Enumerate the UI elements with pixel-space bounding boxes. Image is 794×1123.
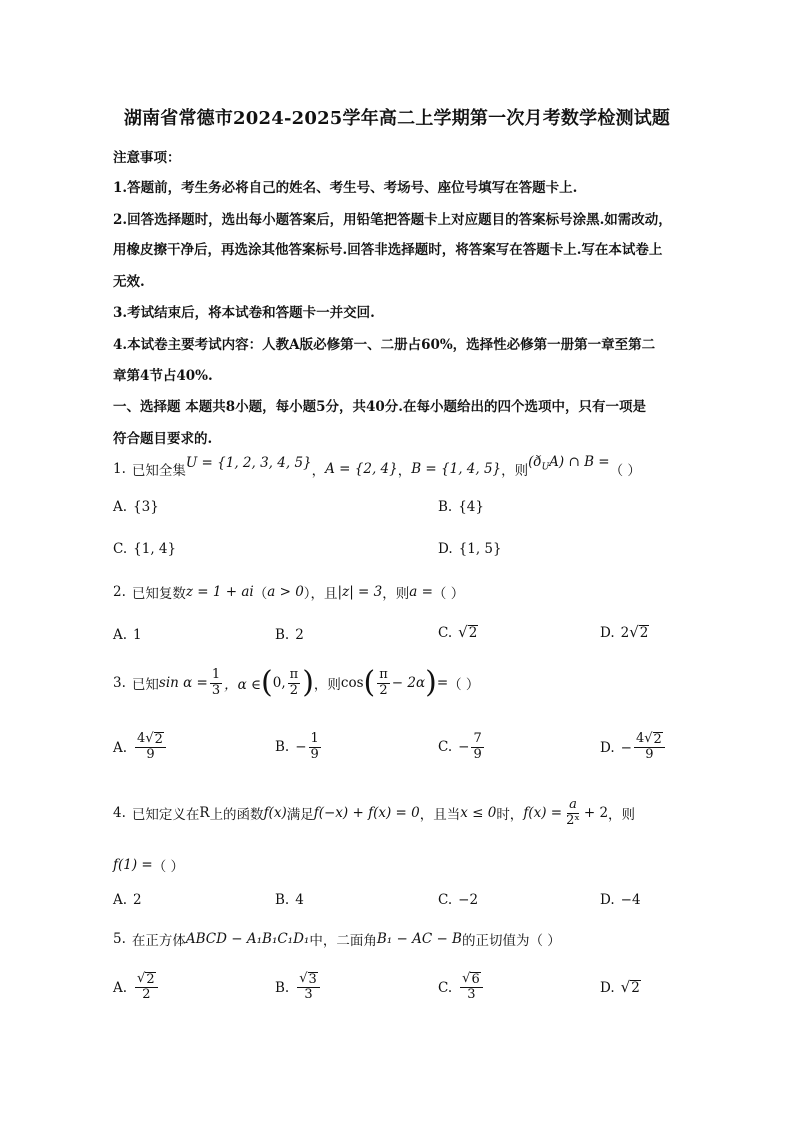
- answer-blank: （ ）: [609, 463, 641, 479]
- question-3: 3. 已知 sin α = $\frac{1}{3}$ ，α ∈ ( 0, $\frac{\pi}{2}$ ) ，则 cos ( $\frac{\pi}{2}$ − 2α ) = （ ）: [113, 665, 480, 701]
- question-text: 的正切值为: [461, 933, 530, 949]
- question-text: 时，: [496, 807, 524, 824]
- q3-option-a: A. 4 √ 2 9: [113, 732, 168, 763]
- expr: f(x) =: [523, 805, 563, 822]
- question-text: （: [253, 586, 268, 602]
- answer-blank: （ ）: [432, 586, 465, 602]
- question-number: 3.: [113, 675, 126, 692]
- expr: B₁ − AC − B: [376, 931, 462, 947]
- q2-option-a: A. 1: [113, 627, 142, 643]
- question-text: ，且当: [419, 807, 461, 824]
- q3-option-b: B. − $\frac{1}{9}$: [275, 731, 319, 762]
- question-text: 在正方体: [131, 933, 186, 949]
- q3-option-d: D. − 4 √ 2 9: [600, 732, 667, 763]
- notice-item-1: 1.答题前，考生务必将自己的姓名、考生号、考场号、座位号填写在答题卡上.: [113, 180, 578, 196]
- section-heading-cont: 符合题目要求的.: [113, 431, 213, 447]
- complement-expr: $(ð_UA)$ ∩ B =: [528, 453, 610, 473]
- notice-item-2-cont: 用橡皮擦干净后，再选涂其他答案标号.回答非选择题时，将答案写在答题卡上.写在本试卷上: [113, 242, 663, 258]
- notice-item-3: 3.考试结束后，将本试卷和答题卡一并交回.: [113, 305, 375, 321]
- expr: a =: [409, 584, 433, 600]
- question-text: 已知定义在: [131, 807, 200, 824]
- notice-item-4: 4.本试卷主要考试内容：人教A版必修第一、二册占60%，选择性必修第一册第一章至第二: [113, 337, 656, 353]
- q2-option-c: C. √ 2: [438, 623, 478, 642]
- q2-option-d: D. 2 √ 2: [600, 623, 649, 642]
- expr: f(x): [263, 805, 287, 822]
- question-text: ，则: [382, 586, 410, 602]
- page-title: 湖南省常德市2024-2025学年高二上学期第一次月考数学检测试题: [123, 108, 671, 129]
- q5-option-c: C. √ 6 3: [438, 972, 485, 1003]
- question-1: 1. 已知全集 U = {1, 2, 3, 4, 5} ， A = {2, 4} ， B = {1, 4, 5} ，则 $(ð_UA)$ ∩ B = （ ）: [113, 453, 641, 479]
- question-text: 满足: [286, 807, 314, 824]
- answer-blank: （ ）: [529, 933, 561, 949]
- q5-option-a: A. √ 2 2: [113, 972, 160, 1003]
- question-text: ，则: [501, 463, 529, 479]
- expr: cos: [340, 675, 364, 692]
- expr: ABCD − A₁B₁C₁D₁: [185, 931, 310, 947]
- question-text: ，则: [313, 677, 341, 694]
- question-text: 上的函数: [209, 807, 264, 824]
- expr: R: [199, 805, 210, 822]
- question-2: [113, 582, 464, 602]
- answer-blank: （ ）: [448, 677, 480, 694]
- question-text: 已知: [131, 677, 159, 694]
- q3-option-c: C. − $\frac{7}{9}$: [438, 731, 482, 762]
- set-b: B = {1, 4, 5}: [411, 461, 502, 477]
- expr: sin α =: [158, 675, 208, 692]
- expr: x ≤ 0: [460, 805, 497, 822]
- answer-blank: （ ）: [152, 859, 185, 875]
- notice-item-4-cont: 章第4节占40%.: [113, 368, 213, 384]
- question-number: 1.: [113, 461, 126, 477]
- question-text: 已知复数: [131, 586, 186, 602]
- question-number: 4.: [113, 805, 126, 822]
- set-a: A = {2, 4}: [325, 461, 398, 477]
- question-4-cont: [113, 855, 184, 875]
- question-number: 5.: [113, 931, 126, 947]
- notice-item-2-end: 无效.: [113, 274, 145, 290]
- q4-option-c: C. −2: [438, 892, 479, 908]
- question-text: ，则: [608, 807, 636, 824]
- expr: f(1) =: [113, 857, 153, 873]
- expr: ，α ∈: [224, 677, 262, 694]
- notice-item-2: 2.回答选择题时，选出每小题答案后，用铅笔把答题卡上对应题目的答案标号涂黑.如需改动，: [113, 212, 672, 228]
- question-number: 2.: [113, 584, 126, 600]
- q5-option-b: B. √ 3 3: [275, 972, 322, 1003]
- q4-option-d: D. −4: [600, 892, 641, 908]
- q1-option-b: B. {4}: [438, 499, 484, 515]
- question-text: 中，二面角: [309, 933, 377, 949]
- question-text: ），且: [303, 586, 338, 602]
- expr: z = 1 + ai: [185, 584, 254, 600]
- q1-option-a: A. {3}: [113, 499, 159, 515]
- question-5: [113, 929, 561, 949]
- q4-option-a: A. 2: [113, 892, 142, 908]
- q1-option-c: C. {1, 4}: [113, 541, 177, 557]
- notice-heading: 注意事项：: [113, 150, 181, 166]
- section-heading: 一、选择题 本题共8小题，每小题5分，共40分.在每小题给出的四个选项中，只有一项是: [113, 399, 646, 415]
- question-4: 4. 已知定义在 R 上的函数 f(x) 满足 f(−x) + f(x) = 0 ，且当 x ≤ 0 时， f(x) = $\frac{a}{\text{2ˣ}}$ + 2 ，则: [113, 797, 636, 828]
- set-u: U = {1, 2, 3, 4, 5}: [185, 455, 312, 471]
- q4-option-b: B. 4: [275, 892, 304, 908]
- q5-option-d: D. √ 2: [600, 978, 640, 997]
- expr: a > 0: [267, 584, 304, 600]
- q2-option-b: B. 2: [275, 627, 304, 643]
- question-text: 已知全集: [131, 463, 186, 479]
- expr: |z| = 3: [337, 584, 383, 600]
- expr: f(−x) + f(x) = 0: [313, 805, 420, 822]
- q1-option-d: D. {1, 5}: [438, 541, 502, 557]
